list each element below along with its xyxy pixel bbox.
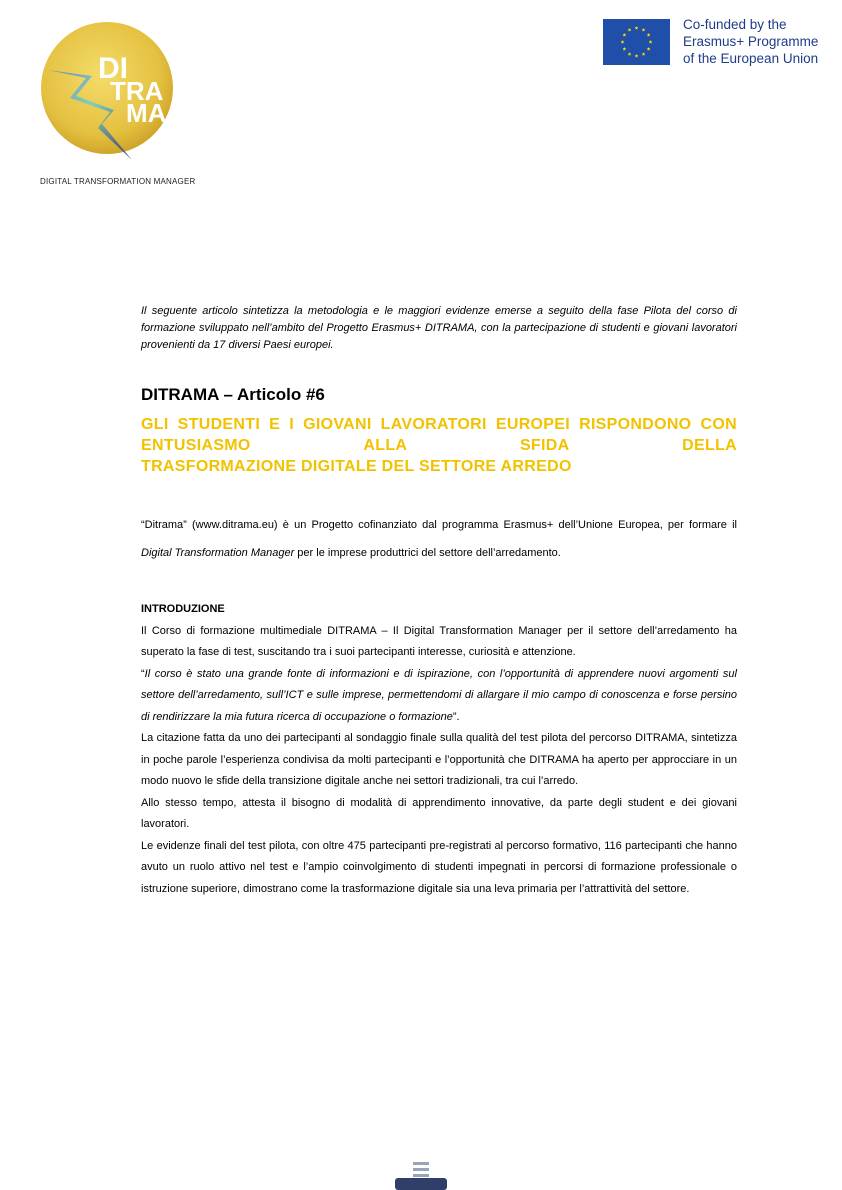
para1-emphasis: Digital Transformation Manager: [141, 547, 295, 559]
footer-page-mark-icon: [395, 1158, 447, 1190]
section-quote: [141, 664, 737, 729]
eu-line-3: of the European Union: [683, 51, 819, 66]
section-paragraph-3: Allo stesso tempo, attesta il bisogno di modalità di apprendimento innovative, da parte degli student e dei giovani lavoratori.: [141, 796, 737, 830]
para1-text-b: per le imprese produttrici del settore dell’arredamento.: [294, 547, 561, 559]
logo-subtitle: DIGITAL TRANSFORMATION MANAGER: [40, 177, 196, 186]
section-paragraph-1: Il Corso di formazione multimediale DITRAMA – Il Digital Transformation Manager per il settore dell’arredamento ha superato la fase di test, suscitando tra i suoi partecipanti interesse, curiosità e attenzione.: [141, 624, 737, 658]
eu-cofunding-text: [683, 16, 818, 67]
logo-text-ma: MA: [126, 98, 167, 128]
quote-open: “: [141, 667, 145, 680]
project-description: [141, 511, 737, 567]
section-paragraph-4: Le evidenze finali del test pilota, con oltre 475 partecipanti pre-registrati al percorso formativo, 116 partecipanti che hanno avuto un ruolo attivo nel test e l’ampio coinvolgimento di studenti impegnati in percorsi di formazione professionale o istruzione superiore, dimostrano come la trasformazione digitale sia una leva primaria per l’attrattività del settore.: [141, 839, 737, 895]
quote-close: ”.: [452, 710, 460, 723]
logo-text-tra: TRA: [110, 76, 164, 106]
headline-main: GLI STUDENTI E I GIOVANI LAVORATORI EUROPEI RISPONDONO CON ENTUSIASMO ALLA SFIDA DELLA: [141, 416, 737, 454]
intro-italic: Il seguente articolo sintetizza la metodologia e le maggiori evidenze emerse a seguito della fase Pilota del corso di formazione sviluppato nell’ambito del Progetto Erasmus+ DITRAMA, con la partecipazione di studenti e giovani lavoratori provenienti da 17 diversi Paesi europei.: [141, 305, 737, 351]
introduction-section: [141, 599, 737, 900]
section-title: INTRODUZIONE: [141, 603, 225, 615]
eu-line-1: Co-funded by the: [683, 17, 787, 32]
eu-flag-icon: [603, 19, 670, 65]
ditrama-logo: [40, 20, 175, 165]
para1-text-a: “Ditrama” (www.ditrama.eu) è un Progetto cofinanziato dal programma Erasmus+ dell’Unione Europea, per formare il: [141, 519, 737, 531]
section-paragraph-2: La citazione fatta da uno dei partecipanti al sondaggio finale sulla qualità del test pilota del percorso DITRAMA, sintetizza in poche parole l’esperienza condivisa da molti partecipanti e l’opportunità che DITRAMA ha aperto per approcciare in un modo nuovo le sfide della transizione digitale anche nei settori tradizionali, tra cui l’arredo.: [141, 732, 737, 787]
article-title: DITRAMA – Articolo #6: [141, 385, 325, 404]
logo-text-di: DI: [98, 52, 128, 85]
quote-text: Il corso è stato una grande fonte di informazioni e di ispirazione, con l’opportunità di apprendere nuovi argomenti sul settore dell’arredamento, sull’ICT e sulle imprese, permettendomi di allargare il mio campo di conoscenza e forse persino di rendirizzare la mia futura ricerca di occupazione o formazione: [141, 667, 737, 723]
article-headline: [141, 414, 737, 477]
headline-last: TRASFORMAZIONE DIGITALE DEL SETTORE ARREDO: [141, 458, 572, 475]
eu-line-2: Erasmus+ Programme: [683, 34, 819, 49]
